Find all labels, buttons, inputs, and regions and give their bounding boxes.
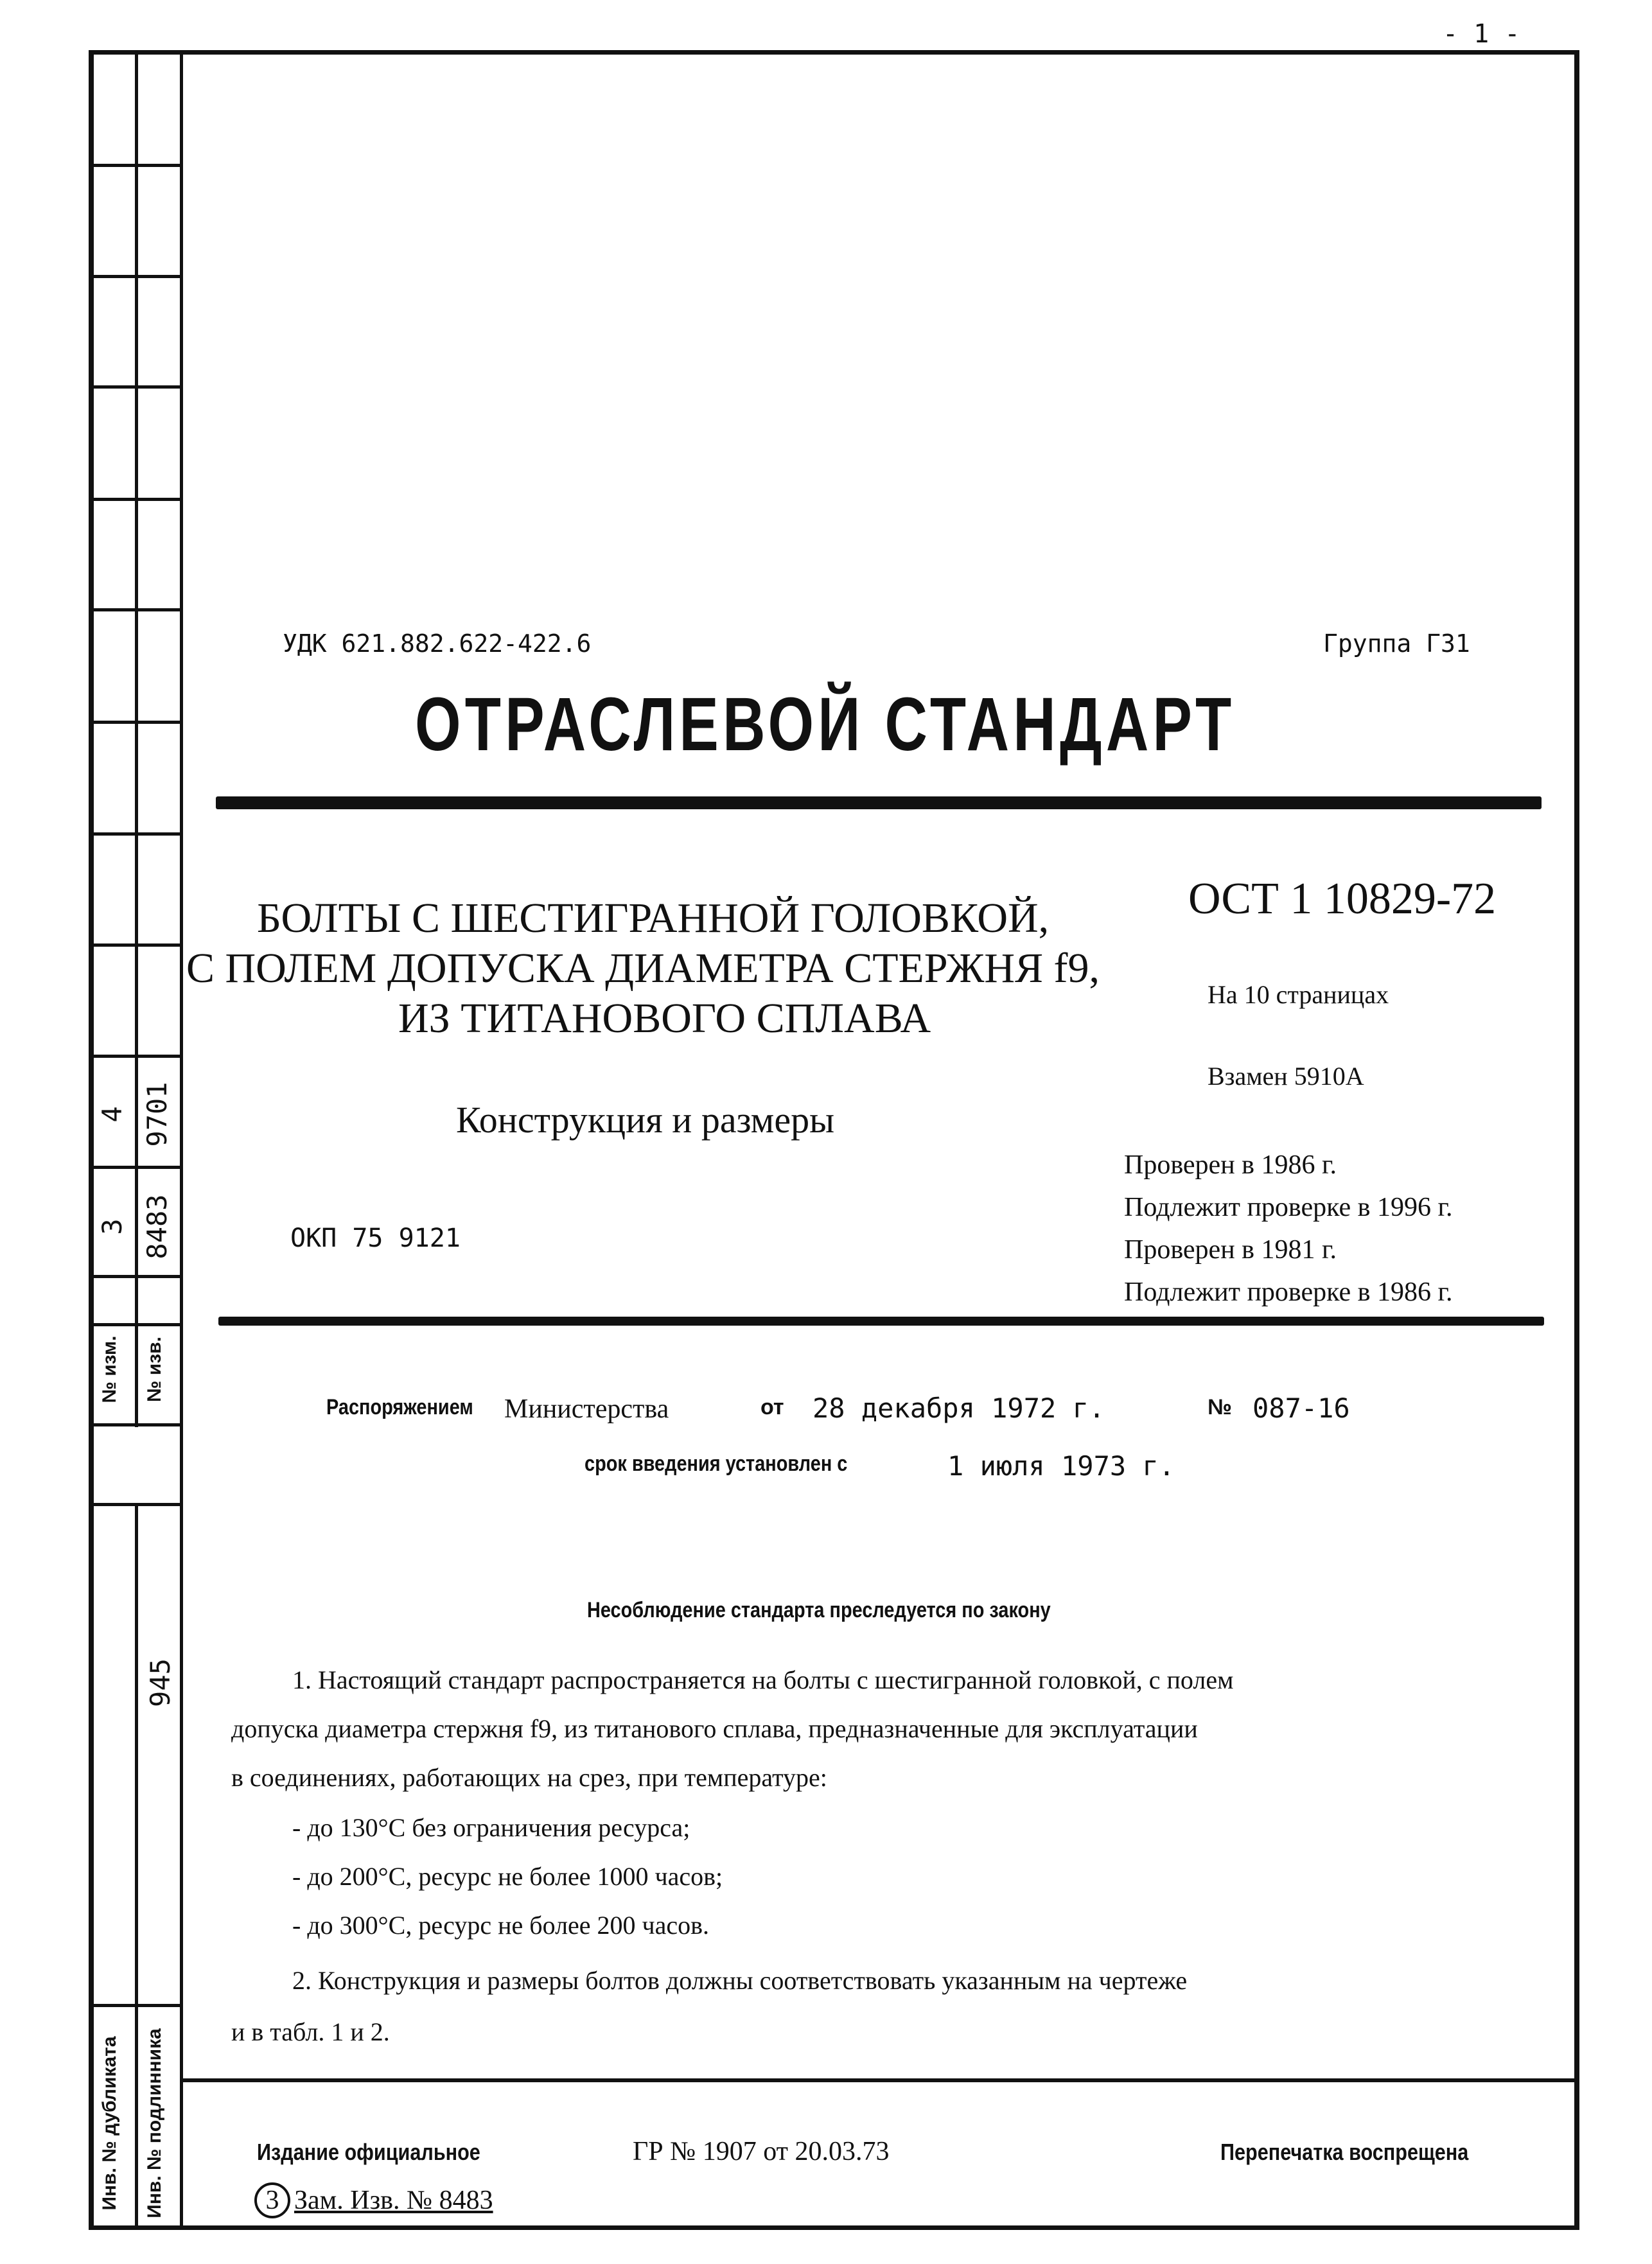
check-4: Подлежит проверке в 1986 г.	[1124, 1277, 1453, 1307]
footer-change-note	[254, 2182, 493, 2218]
page-count: На 10 страницах	[1208, 980, 1389, 1009]
doc-title-line-2: С ПОЛЕМ ДОПУСКА ДИАМЕТРА СТЕРЖНЯ f9,	[186, 945, 1100, 992]
body-item-3: - до 300°С, ресурс не более 200 часов.	[292, 1911, 710, 1940]
warning-notice: Несоблюдение стандарта преследуется по закону	[587, 1598, 1051, 1622]
change-number-3: 3	[96, 1218, 128, 1235]
order-number: 087-16	[1252, 1392, 1350, 1424]
body-p1-line1: 1. Настоящий стандарт распространяется на болты с шестигранной головкой, с полем	[292, 1665, 1234, 1694]
check-3: Проверен в 1981 г.	[1124, 1235, 1337, 1265]
replaces: Взамен 5910А	[1208, 1062, 1364, 1091]
doc-subtitle: Конструкция и размеры	[456, 1099, 835, 1141]
body-p1-line3: в соединениях, работающих на срез, при температуре:	[231, 1763, 827, 1792]
frame-bottom-border	[89, 2225, 1579, 2230]
check-2: Подлежит проверке в 1996 г.	[1124, 1193, 1453, 1222]
frame-left-border	[89, 50, 94, 2230]
group-code: Группа Г31	[1323, 629, 1470, 658]
title-rule	[218, 1317, 1544, 1326]
okp-code: ОКП 75 9121	[290, 1224, 461, 1253]
udk-code: УДК 621.882.622-422.6	[283, 629, 592, 658]
body-item-2: - до 200°С, ресурс не более 1000 часов;	[292, 1862, 723, 1891]
footer-divider	[182, 2078, 1577, 2082]
body-p2-line2: и в табл. 1 и 2.	[231, 2017, 390, 2046]
notice-number-9701: 9701	[141, 1082, 173, 1147]
order-label: Распоряжением	[326, 1395, 473, 1419]
order-date: 28 декабря 1972 г.	[813, 1392, 1105, 1424]
header-rule	[216, 796, 1542, 809]
original-inventory-value: 945	[145, 1658, 176, 1707]
notice-number-8483: 8483	[141, 1194, 173, 1259]
change-label: № изм.	[99, 1335, 120, 1403]
doc-title-line-3: ИЗ ТИТАНОВОГО СПЛАВА	[398, 995, 931, 1042]
footer-reprint: Перепечатка воспрещена	[1220, 2139, 1469, 2165]
body-p1-line2: допуска диаметра стержня f9, из титанового сплава, предназначенные для эксплуатации	[231, 1714, 1198, 1743]
order-ministry: Министерства	[504, 1394, 669, 1424]
change-circle: 3	[254, 2182, 290, 2218]
original-inventory-label: Инв. № подлинника	[144, 2028, 165, 2218]
footer-registration: ГР № 1907 от 20.03.73	[633, 2137, 890, 2166]
notice-label: № изв.	[144, 1337, 165, 1402]
standard-number: ОСТ 1 10829-72	[1188, 874, 1497, 924]
header-title: ОТРАСЛЕВОЙ СТАНДАРТ	[414, 682, 1236, 767]
frame-top-border	[89, 50, 1579, 55]
check-1: Проверен в 1986 г.	[1124, 1150, 1337, 1180]
duplicate-inventory-label: Инв. № дубликата	[99, 2036, 120, 2211]
effective-label: срок введения установлен с	[584, 1452, 848, 1476]
effective-date: 1 июля 1973 г.	[947, 1450, 1175, 1482]
doc-title-line-1: БОЛТЫ С ШЕСТИГРАННОЙ ГОЛОВКОЙ,	[257, 895, 1050, 942]
change-number-4: 4	[96, 1106, 128, 1123]
body-item-1: - до 130°С без ограничения ресурса;	[292, 1813, 690, 1842]
page-number: - 1 -	[1443, 19, 1520, 49]
order-number-prefix: №	[1208, 1395, 1232, 1419]
footer-edition: Издание официальное	[257, 2139, 480, 2165]
frame-right-border	[1574, 54, 1579, 2230]
body-p2-line1: 2. Конструкция и размеры болтов должны соответствовать указанным на чертеже	[292, 1966, 1188, 1995]
order-date-prefix: от	[760, 1395, 784, 1419]
change-note-text: Зам. Изв. № 8483	[294, 2186, 493, 2215]
